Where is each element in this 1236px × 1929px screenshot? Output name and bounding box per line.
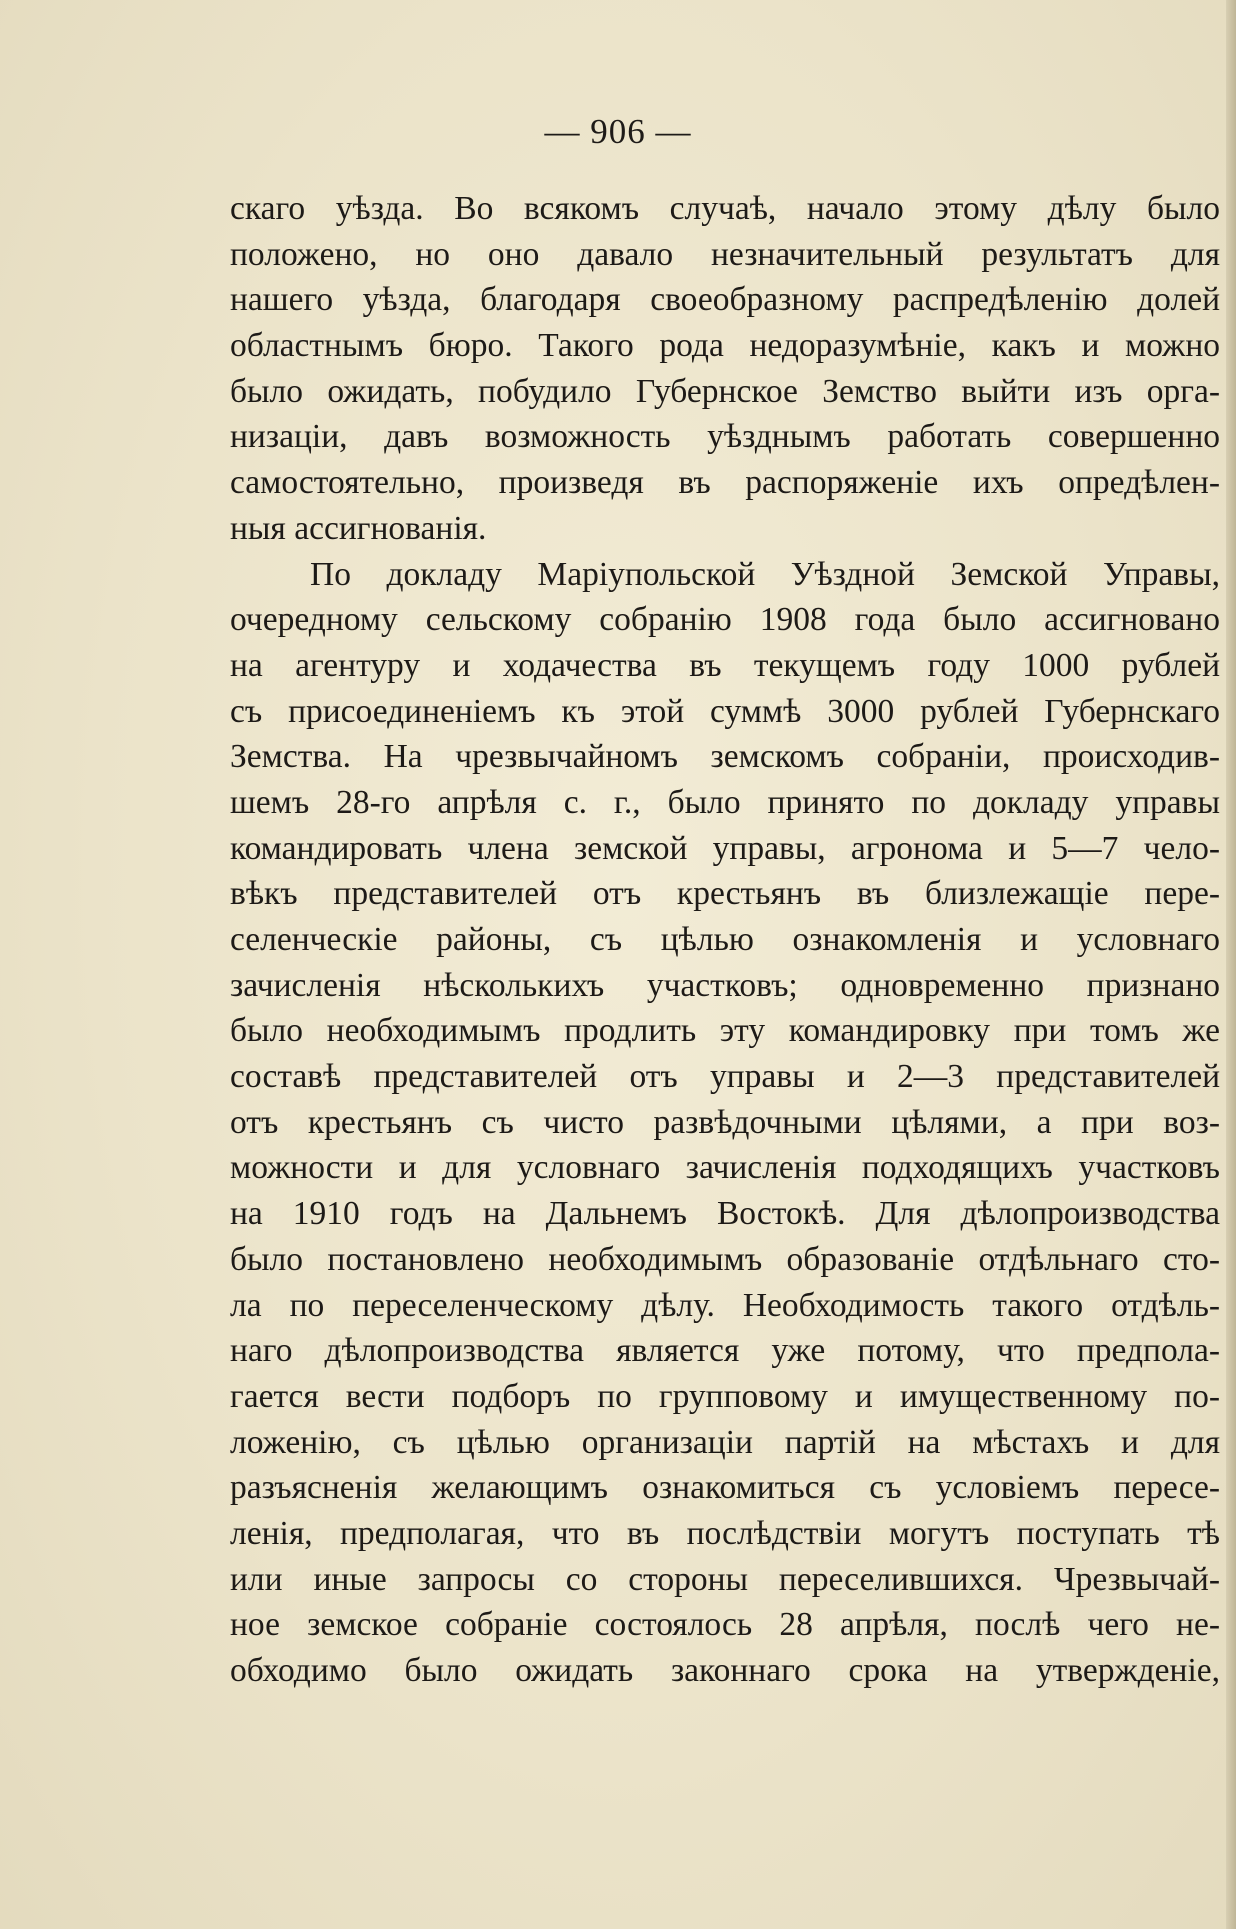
text-line: было необходимымъ продлить эту командировку при томъ же [230, 1012, 1220, 1050]
text-line: разъясненія желающимъ ознакомиться съ условіемъ пересе- [230, 1469, 1220, 1507]
text-line: отъ крестьянъ съ чисто развѣдочными цѣлями, а при воз- [230, 1103, 1220, 1141]
text-line: областнымъ бюро. Такого рода недоразумѣніе, какъ и можно [230, 327, 1220, 365]
text-line: ныя ассигнованія. [230, 509, 487, 547]
page-number: — 906 — [544, 112, 692, 151]
text-line: самостоятельно, произведя въ распоряженіе ихъ опредѣлен- [230, 464, 1220, 502]
text-line: можности и для условнаго зачисленія подходящихъ участковъ [230, 1149, 1220, 1187]
text-line: ла по переселенческому дѣлу. Необходимость такого отдѣль- [230, 1286, 1220, 1324]
text-line: вѣкъ представителей отъ крестьянъ въ близлежащіе пере- [230, 875, 1220, 913]
page-edge-shadow [1226, 0, 1236, 1929]
text-line: шемъ 28-го апрѣля с. г., было принято по докладу управы [230, 783, 1220, 821]
text-line: ложенію, съ цѣлью организаціи партій на мѣстахъ и для [230, 1423, 1220, 1461]
text-line: обходимо было ожидать законнаго срока на утвержденіе, [230, 1652, 1220, 1689]
text-line: наго дѣлопроизводства является уже потому, что предпола- [230, 1332, 1220, 1370]
text-line: на агентуру и ходачества въ текущемъ году 1000 рублей [230, 646, 1220, 684]
text-line: ное земское собраніе состоялось 28 апрѣля, послѣ чего не- [230, 1606, 1220, 1644]
text-line: По докладу Маріупольской Уѣздной Земской Управы, [310, 555, 1220, 593]
text-line: Земства. На чрезвычайномъ земскомъ собраніи, происходив- [230, 738, 1220, 776]
text-line: зачисленія нѣсколькихъ участковъ; одновременно признано [230, 966, 1220, 1004]
text-line: было ожидать, побудило Губернское Земство выйти изъ орга- [230, 372, 1220, 410]
text-line: скаго уѣзда. Во всякомъ случаѣ, начало этому дѣлу было [230, 190, 1220, 227]
text-line: съ присоединеніемъ къ этой суммѣ 3000 рублей Губернскаго [230, 692, 1220, 730]
body-text [230, 186, 1220, 1694]
text-line: составѣ представителей отъ управы и 2—3 представителей [230, 1058, 1220, 1096]
text-line: положено, но оно давало незначительный результатъ для [230, 235, 1220, 273]
text-line: ленія, предполагая, что въ послѣдствіи могутъ поступать тѣ [230, 1514, 1220, 1552]
text-line: нашего уѣзда, благодаря своеобразному распредѣленію долей [230, 281, 1220, 319]
text-line: селенческіе районы, съ цѣлью ознакомленія и условнаго [230, 921, 1220, 958]
text-line: на 1910 годъ на Дальнемъ Востокѣ. Для дѣлопроизводства [230, 1195, 1220, 1233]
text-line: гается вести подборъ по групповому и имущественному по- [230, 1377, 1220, 1415]
text-line: было постановлено необходимымъ образованіе отдѣльнаго сто- [230, 1240, 1220, 1278]
text-line: очередному сельскому собранію 1908 года было ассигновано [230, 601, 1220, 639]
text-line: командировать члена земской управы, агронома и 5—7 чело- [230, 829, 1220, 867]
text-line: или иные запросы со стороны переселившихся. Чрезвычай- [230, 1560, 1220, 1598]
text-line: низаціи, давъ возможность уѣзднымъ работать совершенно [230, 418, 1220, 456]
